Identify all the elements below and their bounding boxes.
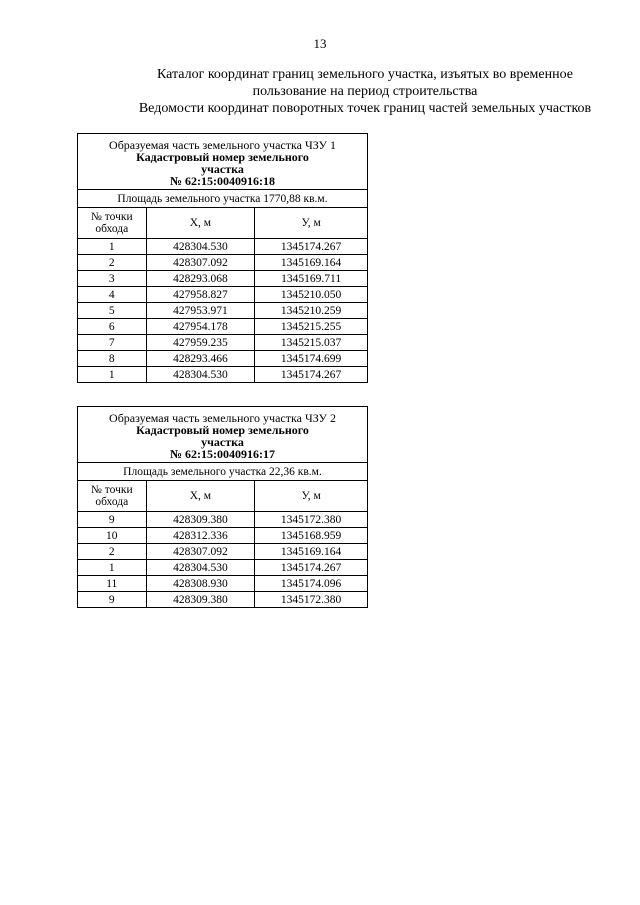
table-row [78,335,368,351]
x-coordinate: 428304.530 [146,560,255,576]
x-coordinate: 428309.380 [146,592,255,608]
table-row [78,367,368,383]
table-row [78,560,368,576]
x-coordinate: 427958.827 [146,287,255,303]
table-row [78,319,368,335]
y-coordinate: 1345172.380 [255,512,368,528]
heading-line-3: Ведомости координат поворотных точек границ частей земельных участков [138,101,592,116]
table-row [78,592,368,608]
table-row [78,255,368,271]
y-coordinate: 1345172.380 [255,592,368,608]
y-coordinate: 1345210.050 [255,287,368,303]
point-number: 2 [78,544,147,560]
y-coordinate: 1345215.037 [255,335,368,351]
y-coordinate: 1345169.164 [255,255,368,271]
point-number: 1 [78,560,147,576]
table-header [78,134,368,190]
x-coordinate: 427953.971 [146,303,255,319]
table-row [78,544,368,560]
column-header-x: X, м [146,208,255,239]
column-header-row [78,208,368,239]
coordinates-table-2 [77,406,368,608]
point-number: 10 [78,528,147,544]
area-text: Площадь земельного участка 1770,88 кв.м. [78,190,368,208]
column-header-y: У, м [255,208,368,239]
x-coordinate: 428293.068 [146,271,255,287]
y-coordinate: 1345174.267 [255,239,368,255]
point-number: 1 [78,239,147,255]
coordinates-table-1 [77,133,368,383]
point-number: 8 [78,351,147,367]
cadastral-number: № 62:15:0040916:17 [169,447,276,461]
y-coordinate: 1345215.255 [255,319,368,335]
table-row [78,239,368,255]
x-coordinate: 428308.930 [146,576,255,592]
table-title: Образуемая часть земельного участка ЧЗУ 2 [109,411,336,425]
column-header-y: У, м [255,481,368,512]
table-row [78,287,368,303]
document-heading [100,66,630,117]
y-coordinate: 1345168.959 [255,528,368,544]
table-title: Образуемая часть земельного участка ЧЗУ 1 [109,138,336,152]
point-number: 2 [78,255,147,271]
table-row [78,576,368,592]
cadastral-label: Кадастровый номер земельного [136,150,309,164]
point-number: 9 [78,592,147,608]
y-coordinate: 1345174.267 [255,560,368,576]
point-number: 3 [78,271,147,287]
x-coordinate: 427959.235 [146,335,255,351]
x-coordinate: 428307.092 [146,544,255,560]
table-header-row [78,134,368,190]
x-coordinate: 428293.466 [146,351,255,367]
cadastral-label: Кадастровый номер земельного [136,423,309,437]
page-number: 13 [313,36,327,51]
area-text: Площадь земельного участка 22,36 кв.м. [78,463,368,481]
point-number: 6 [78,319,147,335]
table-header [78,407,368,463]
x-coordinate: 428304.530 [146,239,255,255]
y-coordinate: 1345174.096 [255,576,368,592]
cadastral-label-cont: участка [201,435,244,449]
cadastral-number: № 62:15:0040916:18 [169,174,276,188]
table-row [78,271,368,287]
table-row [78,303,368,319]
y-coordinate: 1345174.267 [255,367,368,383]
column-header-point: № точки обхода [78,208,147,239]
table-row [78,351,368,367]
table-header-row [78,407,368,463]
heading-line-2: пользование на период строительства [252,84,478,99]
x-coordinate: 428304.530 [146,367,255,383]
heading-line-1: Каталог координат границ земельного участка, изъятых во временное [156,67,573,82]
point-number: 7 [78,335,147,351]
table-row [78,528,368,544]
area-row [78,463,368,481]
point-number: 5 [78,303,147,319]
x-coordinate: 428309.380 [146,512,255,528]
y-coordinate: 1345169.711 [255,271,368,287]
table-row [78,512,368,528]
x-coordinate: 428312.336 [146,528,255,544]
point-number: 4 [78,287,147,303]
cadastral-label-cont: участка [201,162,244,176]
area-row [78,190,368,208]
point-number: 11 [78,576,147,592]
column-header-row [78,481,368,512]
x-coordinate: 427954.178 [146,319,255,335]
y-coordinate: 1345169.164 [255,544,368,560]
y-coordinate: 1345210.259 [255,303,368,319]
column-header-x: X, м [146,481,255,512]
x-coordinate: 428307.092 [146,255,255,271]
point-number: 9 [78,512,147,528]
y-coordinate: 1345174.699 [255,351,368,367]
point-number: 1 [78,367,147,383]
column-header-point: № точки обхода [78,481,147,512]
